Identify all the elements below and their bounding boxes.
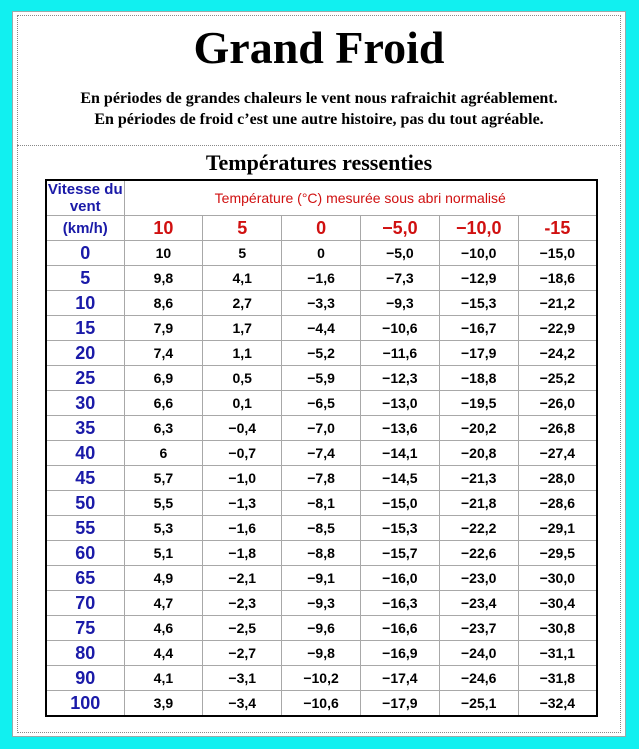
- felt-temperature-cell: −25,1: [439, 691, 518, 717]
- felt-temperature-cell: −15,0: [360, 491, 439, 516]
- dotted-divider: [17, 145, 621, 146]
- felt-temperature-cell: −10,6: [360, 316, 439, 341]
- felt-temperature-cell: 0,5: [203, 366, 282, 391]
- felt-temperature-cell: −0,4: [203, 416, 282, 441]
- felt-temperature-cell: −24,6: [439, 666, 518, 691]
- table-row: [46, 616, 597, 641]
- felt-temperature-cell: −13,6: [360, 416, 439, 441]
- felt-temperature-cell: −1,3: [203, 491, 282, 516]
- felt-temperature-cell: −16,0: [360, 566, 439, 591]
- felt-temperature-cell: 5: [203, 241, 282, 266]
- wind-speed-cell: 45: [46, 466, 124, 491]
- felt-temperature-cell: −16,9: [360, 641, 439, 666]
- table-row: [46, 516, 597, 541]
- felt-temperature-cell: −5,2: [282, 341, 361, 366]
- wind-speed-cell: 5: [46, 266, 124, 291]
- wind-speed-cell: 80: [46, 641, 124, 666]
- felt-temperature-cell: −22,6: [439, 541, 518, 566]
- felt-temperature-cell: −22,2: [439, 516, 518, 541]
- temperature-row: [46, 216, 597, 241]
- felt-temperature-cell: −19,5: [439, 391, 518, 416]
- table-title: Températures ressenties: [205, 150, 433, 175]
- felt-temperature-cell: 6: [124, 441, 203, 466]
- felt-temperature-cell: −5,9: [282, 366, 361, 391]
- intro-text: [13, 88, 625, 130]
- felt-temperature-cell: −16,6: [360, 616, 439, 641]
- felt-temperature-cell: −12,9: [439, 266, 518, 291]
- temperature-cell: 10: [124, 216, 203, 241]
- wind-speed-cell: 40: [46, 441, 124, 466]
- felt-temperature-cell: 4,1: [124, 666, 203, 691]
- felt-temperature-cell: 6,3: [124, 416, 203, 441]
- felt-temperature-cell: 5,5: [124, 491, 203, 516]
- felt-temperature-cell: −23,4: [439, 591, 518, 616]
- temperature-cell: −5,0: [360, 216, 439, 241]
- page-title: Grand Froid: [193, 22, 445, 73]
- felt-temperature-cell: −10,6: [282, 691, 361, 717]
- document-page: [12, 11, 626, 737]
- wind-speed-cell: 25: [46, 366, 124, 391]
- felt-temperature-cell: −2,5: [203, 616, 282, 641]
- felt-temperature-cell: 4,4: [124, 641, 203, 666]
- table-row: [46, 641, 597, 666]
- felt-temperature-cell: −4,4: [282, 316, 361, 341]
- felt-temperature-cell: −16,7: [439, 316, 518, 341]
- felt-temperature-cell: −7,4: [282, 441, 361, 466]
- felt-temperature-cell: −28,0: [518, 466, 597, 491]
- felt-temperature-cell: −21,3: [439, 466, 518, 491]
- felt-temperature-cell: −20,2: [439, 416, 518, 441]
- felt-temperature-cell: 8,6: [124, 291, 203, 316]
- felt-temperature-cell: −9,3: [360, 291, 439, 316]
- felt-temperature-cell: 0,1: [203, 391, 282, 416]
- felt-temperature-cell: 2,7: [203, 291, 282, 316]
- felt-temperature-cell: −2,3: [203, 591, 282, 616]
- felt-temperature-cell: −9,3: [282, 591, 361, 616]
- table-row: [46, 491, 597, 516]
- temperature-cell: −10,0: [439, 216, 518, 241]
- felt-temperature-cell: −13,0: [360, 391, 439, 416]
- felt-temperature-cell: −11,6: [360, 341, 439, 366]
- felt-temperature-cell: −17,4: [360, 666, 439, 691]
- felt-temperature-cell: −2,7: [203, 641, 282, 666]
- table-row: [46, 266, 597, 291]
- felt-temperature-cell: 5,1: [124, 541, 203, 566]
- felt-temperature-cell: −31,1: [518, 641, 597, 666]
- felt-temperature-cell: 4,7: [124, 591, 203, 616]
- felt-temperature-cell: 3,9: [124, 691, 203, 717]
- header-row: [46, 180, 597, 216]
- felt-temperature-cell: −15,3: [360, 516, 439, 541]
- table-row: [46, 466, 597, 491]
- wind-speed-cell: 20: [46, 341, 124, 366]
- felt-temperature-cell: −27,4: [518, 441, 597, 466]
- wind-speed-cell: 0: [46, 241, 124, 266]
- felt-temperature-cell: 4,9: [124, 566, 203, 591]
- dotted-border-top: [17, 15, 621, 16]
- temperature-header: Température (°C) mesurée sous abri normalisé: [124, 180, 597, 216]
- felt-temperature-cell: 9,8: [124, 266, 203, 291]
- felt-temperature-cell: −20,8: [439, 441, 518, 466]
- felt-temperature-cell: −1,8: [203, 541, 282, 566]
- felt-temperature-cell: −1,6: [282, 266, 361, 291]
- felt-temperature-cell: −5,0: [360, 241, 439, 266]
- felt-temperature-cell: −6,5: [282, 391, 361, 416]
- felt-temperature-cell: −25,2: [518, 366, 597, 391]
- felt-temperature-cell: −8,5: [282, 516, 361, 541]
- felt-temperature-cell: −0,7: [203, 441, 282, 466]
- table-row: [46, 566, 597, 591]
- wind-speed-cell: 60: [46, 541, 124, 566]
- wind-speed-cell: 35: [46, 416, 124, 441]
- felt-temperature-cell: −8,8: [282, 541, 361, 566]
- felt-temperature-cell: −26,8: [518, 416, 597, 441]
- wind-speed-cell: 70: [46, 591, 124, 616]
- table-row: [46, 416, 597, 441]
- felt-temperature-cell: −10,2: [282, 666, 361, 691]
- wind-speed-cell: 75: [46, 616, 124, 641]
- felt-temperature-cell: −12,3: [360, 366, 439, 391]
- wind-speed-cell: 15: [46, 316, 124, 341]
- felt-temperature-cell: −7,3: [360, 266, 439, 291]
- wind-speed-cell: 100: [46, 691, 124, 717]
- felt-temperature-cell: −31,8: [518, 666, 597, 691]
- felt-temperature-cell: −30,8: [518, 616, 597, 641]
- felt-temperature-cell: −15,0: [518, 241, 597, 266]
- table-row: [46, 241, 597, 266]
- wind-speed-cell: 10: [46, 291, 124, 316]
- felt-temperature-cell: 5,3: [124, 516, 203, 541]
- table-row: [46, 391, 597, 416]
- wind-speed-cell: 30: [46, 391, 124, 416]
- intro-line-2: En périodes de froid c’est une autre histoire, pas du tout agréable.: [94, 111, 544, 128]
- felt-temperature-cell: −3,3: [282, 291, 361, 316]
- felt-temperature-cell: −14,5: [360, 466, 439, 491]
- wind-speed-cell: 50: [46, 491, 124, 516]
- felt-temperature-cell: −9,8: [282, 641, 361, 666]
- felt-temperature-cell: 1,7: [203, 316, 282, 341]
- felt-temperature-cell: −28,6: [518, 491, 597, 516]
- wind-speed-cell: 65: [46, 566, 124, 591]
- felt-temperature-cell: −7,8: [282, 466, 361, 491]
- wind-chill-table: [45, 179, 598, 717]
- felt-temperature-cell: −7,0: [282, 416, 361, 441]
- table-body: [46, 180, 597, 716]
- felt-temperature-cell: −24,2: [518, 341, 597, 366]
- felt-temperature-cell: 0: [282, 241, 361, 266]
- felt-temperature-cell: −29,1: [518, 516, 597, 541]
- felt-temperature-cell: −1,0: [203, 466, 282, 491]
- felt-temperature-cell: 6,6: [124, 391, 203, 416]
- felt-temperature-cell: 4,6: [124, 616, 203, 641]
- table-row: [46, 591, 597, 616]
- felt-temperature-cell: −15,7: [360, 541, 439, 566]
- table-row: [46, 541, 597, 566]
- felt-temperature-cell: −32,4: [518, 691, 597, 717]
- table-row: [46, 341, 597, 366]
- table-row: [46, 366, 597, 391]
- table-row: [46, 316, 597, 341]
- felt-temperature-cell: 6,9: [124, 366, 203, 391]
- felt-temperature-cell: −29,5: [518, 541, 597, 566]
- felt-temperature-cell: 10: [124, 241, 203, 266]
- felt-temperature-cell: −9,6: [282, 616, 361, 641]
- felt-temperature-cell: 1,1: [203, 341, 282, 366]
- intro-line-1: En périodes de grandes chaleurs le vent nous rafraichit agréablement.: [80, 90, 558, 107]
- felt-temperature-cell: −8,1: [282, 491, 361, 516]
- felt-temperature-cell: 5,7: [124, 466, 203, 491]
- wind-speed-cell: 55: [46, 516, 124, 541]
- felt-temperature-cell: −21,2: [518, 291, 597, 316]
- felt-temperature-cell: −30,0: [518, 566, 597, 591]
- temperature-cell: 5: [203, 216, 282, 241]
- felt-temperature-cell: −24,0: [439, 641, 518, 666]
- felt-temperature-cell: −15,3: [439, 291, 518, 316]
- felt-temperature-cell: −17,9: [360, 691, 439, 717]
- felt-temperature-cell: −3,4: [203, 691, 282, 717]
- dotted-border-bottom: [17, 732, 621, 733]
- felt-temperature-cell: −30,4: [518, 591, 597, 616]
- table-row: [46, 441, 597, 466]
- felt-temperature-cell: −1,6: [203, 516, 282, 541]
- felt-temperature-cell: −9,1: [282, 566, 361, 591]
- felt-temperature-cell: −23,0: [439, 566, 518, 591]
- table-row: [46, 291, 597, 316]
- temperature-cell: -15: [518, 216, 597, 241]
- felt-temperature-cell: −14,1: [360, 441, 439, 466]
- table-row: [46, 666, 597, 691]
- wind-speed-cell: 90: [46, 666, 124, 691]
- felt-temperature-cell: −23,7: [439, 616, 518, 641]
- felt-temperature-cell: −21,8: [439, 491, 518, 516]
- felt-temperature-cell: 7,9: [124, 316, 203, 341]
- unit-label: (km/h): [46, 216, 124, 241]
- felt-temperature-cell: −26,0: [518, 391, 597, 416]
- felt-temperature-cell: −18,6: [518, 266, 597, 291]
- felt-temperature-cell: 4,1: [203, 266, 282, 291]
- felt-temperature-cell: 7,4: [124, 341, 203, 366]
- felt-temperature-cell: −2,1: [203, 566, 282, 591]
- felt-temperature-cell: −3,1: [203, 666, 282, 691]
- wind-speed-header: Vitesse du vent: [47, 181, 123, 215]
- felt-temperature-cell: −22,9: [518, 316, 597, 341]
- felt-temperature-cell: −18,8: [439, 366, 518, 391]
- temperature-cell: 0: [282, 216, 361, 241]
- felt-temperature-cell: −16,3: [360, 591, 439, 616]
- felt-temperature-cell: −17,9: [439, 341, 518, 366]
- table-row: [46, 691, 597, 717]
- felt-temperature-cell: −10,0: [439, 241, 518, 266]
